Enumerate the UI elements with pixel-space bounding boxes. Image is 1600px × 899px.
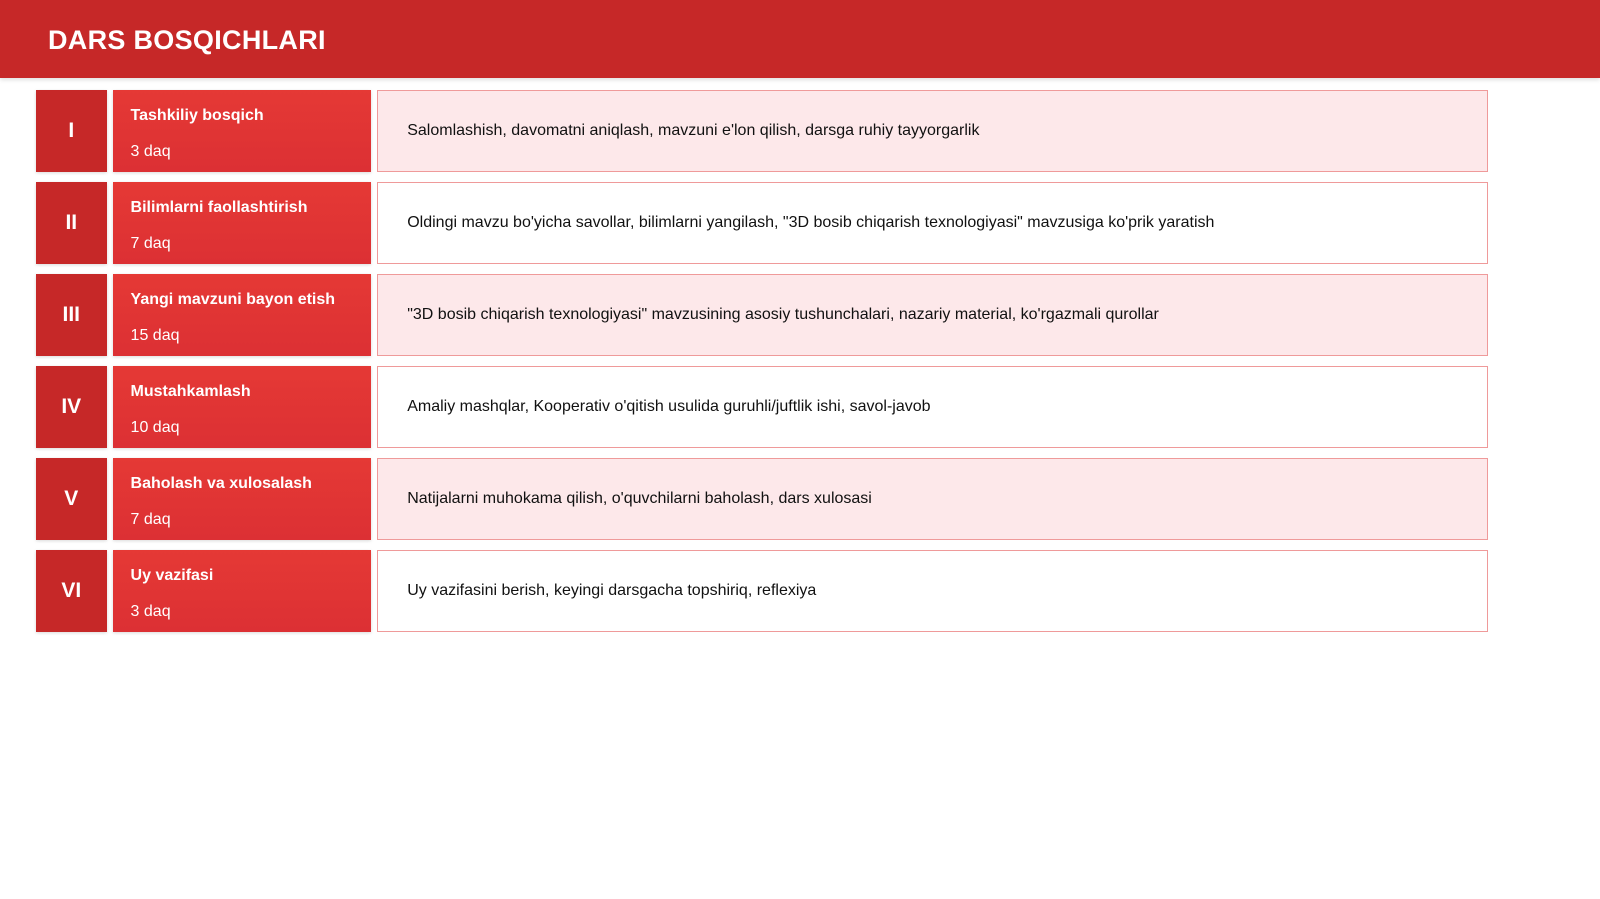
stage-duration: 7 daq bbox=[130, 235, 171, 252]
stage-card bbox=[113, 274, 372, 356]
stage-row bbox=[36, 458, 1488, 540]
stage-card bbox=[113, 550, 372, 632]
stage-row bbox=[36, 182, 1488, 264]
stage-card bbox=[113, 366, 372, 448]
stage-description: Amaliy mashqlar, Kooperativ o'qitish usulida guruhli/juftlik ishi, savol-javob bbox=[377, 366, 1488, 448]
stage-description: Salomlashish, davomatni aniqlash, mavzuni e'lon qilish, darsga ruhiy tayyorgarlik bbox=[377, 90, 1488, 172]
stage-description: Oldingi mavzu bo'yicha savollar, bilimlarni yangilash, "3D bosib chiqarish texnologiyasi" mavzusiga ko'prik yaratish bbox=[377, 182, 1488, 264]
stage-row bbox=[36, 274, 1488, 356]
page-header bbox=[0, 0, 1600, 78]
stages-list bbox=[36, 90, 1488, 642]
stage-description: Uy vazifasini berish, keyingi darsgacha topshiriq, reflexiya bbox=[377, 550, 1488, 632]
stage-card bbox=[113, 182, 372, 264]
stage-number: III bbox=[36, 274, 107, 356]
stage-name: Yangi mavzuni bayon etish bbox=[130, 291, 336, 308]
stage-number: VI bbox=[36, 550, 107, 632]
stage-number: V bbox=[36, 458, 107, 540]
stage-duration: 10 daq bbox=[130, 419, 180, 436]
stage-description: "3D bosib chiqarish texnologiyasi" mavzusining asosiy tushunchalari, nazariy material, ko'rgazmali qurollar bbox=[377, 274, 1488, 356]
stage-row bbox=[36, 550, 1488, 632]
stage-name: Baholash va xulosalash bbox=[130, 475, 312, 492]
stage-number: IV bbox=[36, 366, 107, 448]
stage-number: I bbox=[36, 90, 107, 172]
stage-card bbox=[113, 458, 372, 540]
stage-name: Uy vazifasi bbox=[130, 567, 214, 584]
stage-row bbox=[36, 366, 1488, 448]
page-title: DARS BOSQICHLARI bbox=[48, 25, 326, 55]
stage-duration: 3 daq bbox=[130, 143, 171, 160]
stage-number: II bbox=[36, 182, 107, 264]
stage-duration: 7 daq bbox=[130, 511, 171, 528]
stage-duration: 15 daq bbox=[130, 327, 180, 344]
stage-name: Tashkiliy bosqich bbox=[130, 107, 264, 124]
stage-row bbox=[36, 90, 1488, 172]
stage-card bbox=[113, 90, 372, 172]
stage-duration: 3 daq bbox=[130, 603, 171, 620]
stage-description: Natijalarni muhokama qilish, o'quvchilarni baholash, dars xulosasi bbox=[377, 458, 1488, 540]
stage-name: Mustahkamlash bbox=[130, 383, 251, 400]
stage-name: Bilimlarni faollashtirish bbox=[130, 199, 308, 216]
